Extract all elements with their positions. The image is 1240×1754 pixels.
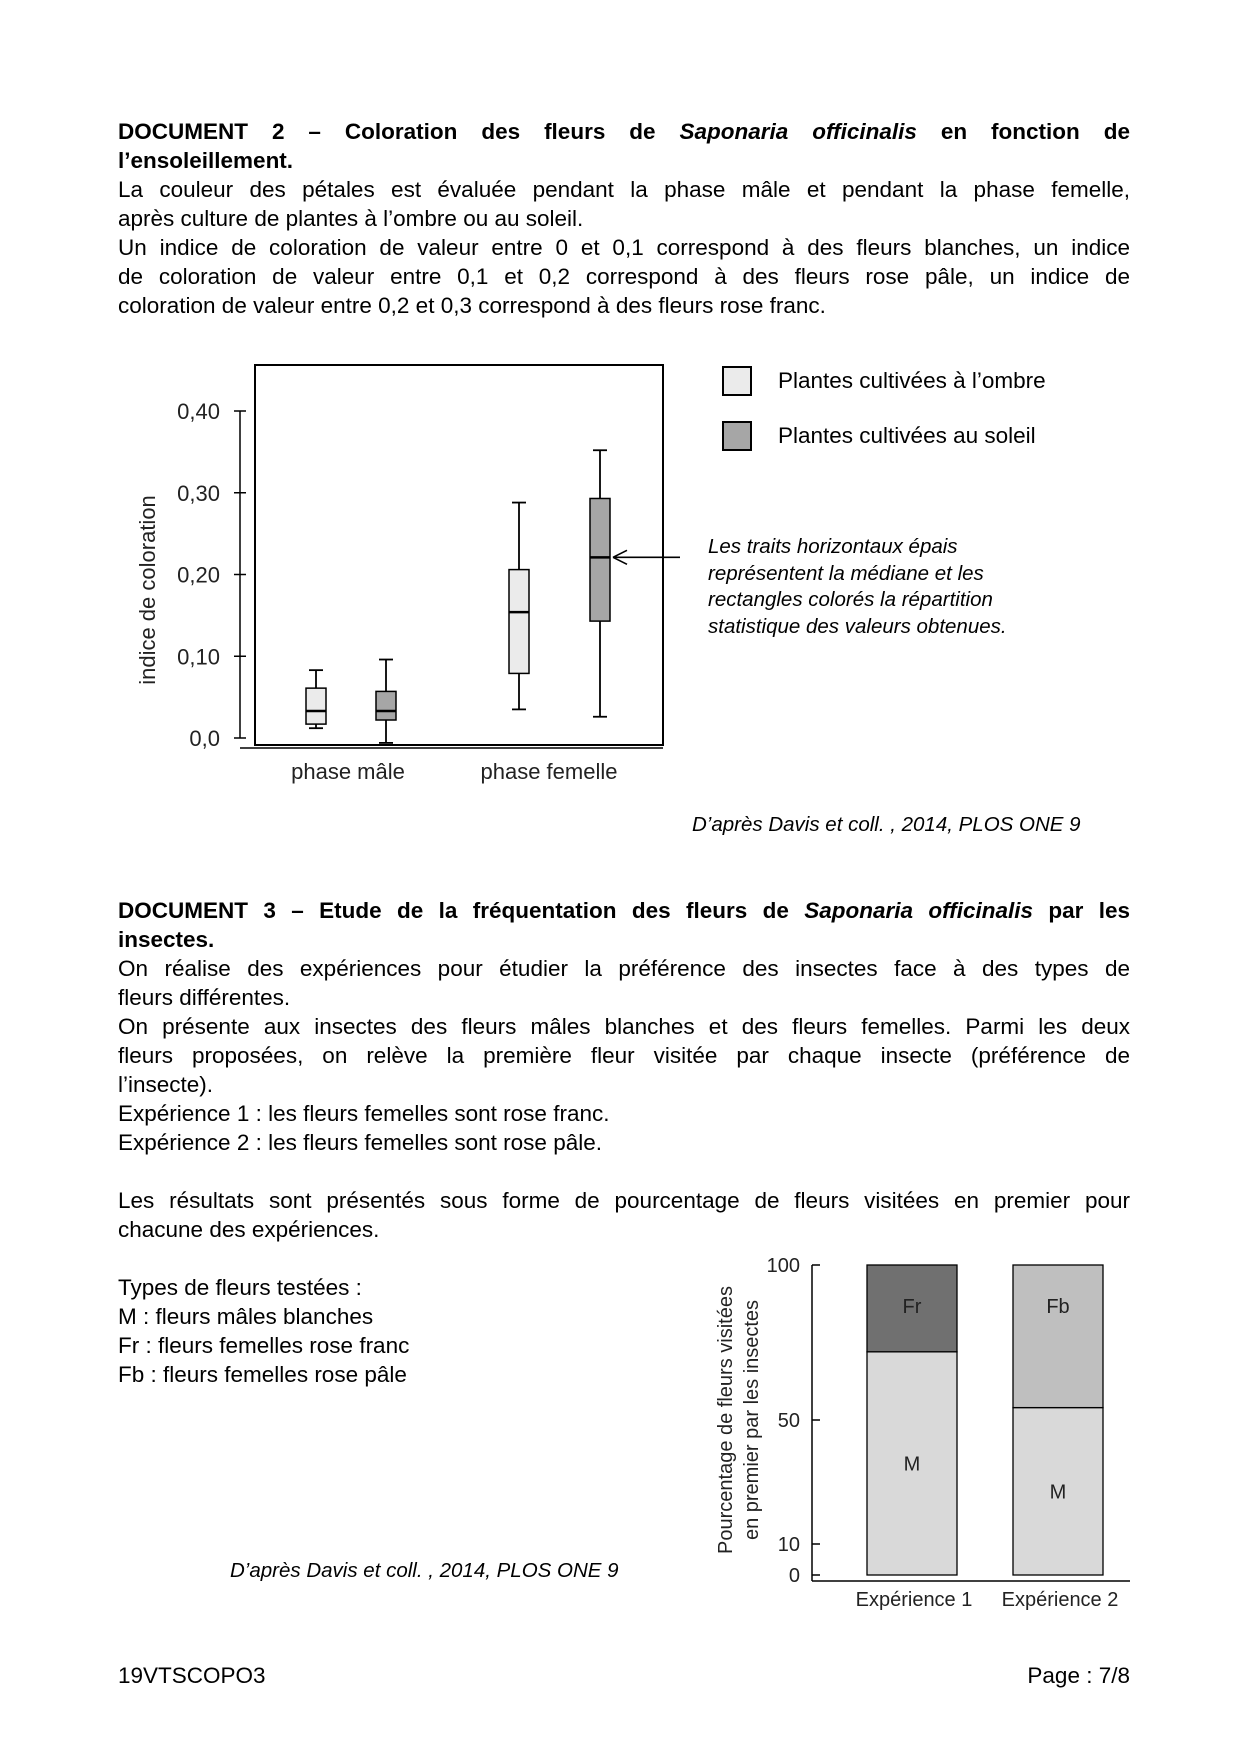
- y-tick-label: 100: [766, 1255, 800, 1277]
- spacer: [118, 1157, 1130, 1186]
- doc2-source: D’après Davis et coll. , 2014, PLOS ONE 9: [692, 813, 1081, 836]
- doc2-paragraph: de coloration de valeur entre 0,1 et 0,2 correspond à des fleurs rose pâle, un indice de: [118, 264, 1130, 289]
- y-axis-label: Pourcentage de fleurs visitées: [715, 1286, 737, 1554]
- bar-label-m: M: [1049, 1481, 1067, 1504]
- footer-page-number: Page : 7/8: [1027, 1663, 1130, 1688]
- doc3-source: D’après Davis et coll. , 2014, PLOS ONE 9: [230, 1559, 619, 1582]
- legend-sun-label: Plantes cultivées au soleil: [778, 423, 1036, 448]
- doc3-paragraph: On présente aux insectes des fleurs mâles blanches et des fleurs femelles. Parmi les deux: [118, 1014, 1130, 1039]
- y-tick-label: 0,30: [177, 480, 220, 506]
- box-shade: [509, 570, 529, 674]
- doc3-experiment-1: Expérience 1 : les fleurs femelles sont rose franc.: [118, 1101, 610, 1126]
- doc3-results-text: chacune des expériences.: [118, 1217, 380, 1242]
- legend-sun-swatch: [722, 421, 752, 451]
- box-sun: [376, 691, 396, 720]
- legend-shade: [722, 366, 1046, 396]
- doc3-paragraph: On réalise des expériences pour étudier la préférence des insectes face à des types de: [118, 956, 1130, 981]
- doc3-paragraph: l’insecte).: [118, 1072, 214, 1097]
- bar-label-female: Fb: [1046, 1296, 1070, 1318]
- doc2-title-line2: l’ensoleillement.: [118, 148, 294, 173]
- doc2-text: [118, 117, 1130, 320]
- bar-label-female: Fr: [902, 1296, 922, 1318]
- doc2-paragraph: Un indice de coloration de valeur entre 0 et 0,1 correspond à des fleurs blanches, un indice: [118, 235, 1130, 260]
- doc3-title-line2: insectes.: [118, 927, 215, 952]
- doc3-paragraph: fleurs proposées, on relève la première fleur visitée par chaque insecte (préférence de: [118, 1043, 1130, 1068]
- flower-type-fr: Fr : fleurs femelles rose franc: [118, 1333, 410, 1358]
- y-tick-label: 50: [777, 1410, 800, 1432]
- y-tick-label: 0,20: [177, 562, 220, 588]
- flower-type-m: M : fleurs mâles blanches: [118, 1304, 374, 1329]
- x-category-label: phase mâle: [291, 759, 405, 784]
- footer-code: 19VTSCOPO3: [118, 1663, 266, 1688]
- x-category-label: Expérience 1: [855, 1589, 973, 1611]
- box-sun: [590, 498, 610, 621]
- y-axis-label: indice de coloration: [135, 495, 160, 685]
- doc3-experiment-2: Expérience 2 : les fleurs femelles sont rose pâle.: [118, 1130, 602, 1155]
- median-note: Les traits horizontaux épais représentent la médiane et les rectangles colorés la répartition statistique des valeurs obtenues.: [708, 535, 1007, 638]
- x-category-label: phase femelle: [480, 759, 618, 784]
- doc3-title: DOCUMENT 3 – Etude de la fréquentation des fleurs de Saponaria officinalis par les: [118, 898, 1130, 923]
- doc2-title: DOCUMENT 2 – Coloration des fleurs de Saponaria officinalis en fonction de: [118, 119, 1130, 144]
- coloration-boxplot: [120, 350, 680, 790]
- doc3-paragraph: fleurs différentes.: [118, 985, 291, 1010]
- legend-shade-swatch: [722, 366, 752, 396]
- y-tick-label: 10: [777, 1534, 800, 1556]
- y-tick-label: 0,0: [189, 726, 220, 751]
- doc2-paragraph: coloration de valeur entre 0,2 et 0,3 correspond à des fleurs rose franc.: [118, 293, 826, 318]
- y-axis-label: en premier par les insectes: [741, 1299, 763, 1541]
- legend-sun: [722, 421, 1036, 451]
- flower-type-fb: Fb : fleurs femelles rose pâle: [118, 1362, 407, 1387]
- doc3-results-text: Les résultats sont présentés sous forme de pourcentage de fleurs visitées en premier pour: [118, 1188, 1130, 1213]
- x-category-label: Expérience 2: [1001, 1589, 1119, 1611]
- doc2-paragraph: La couleur des pétales est évaluée pendant la phase mâle et pendant la phase femelle,: [118, 177, 1130, 202]
- visits-stacked-bar-chart: [700, 1255, 1140, 1625]
- y-tick-label: 0,10: [177, 644, 220, 670]
- y-tick-label: 0: [788, 1565, 800, 1587]
- box-shade: [306, 688, 326, 724]
- legend-shade-label: Plantes cultivées à l’ombre: [778, 368, 1046, 393]
- bar-label-m: M: [903, 1453, 921, 1476]
- flower-types-title: Types de fleurs testées :: [118, 1275, 362, 1300]
- doc2-paragraph: après culture de plantes à l’ombre ou au soleil.: [118, 206, 584, 231]
- bar-segment-female: [1013, 1265, 1103, 1408]
- y-tick-label: 0,40: [177, 399, 220, 424]
